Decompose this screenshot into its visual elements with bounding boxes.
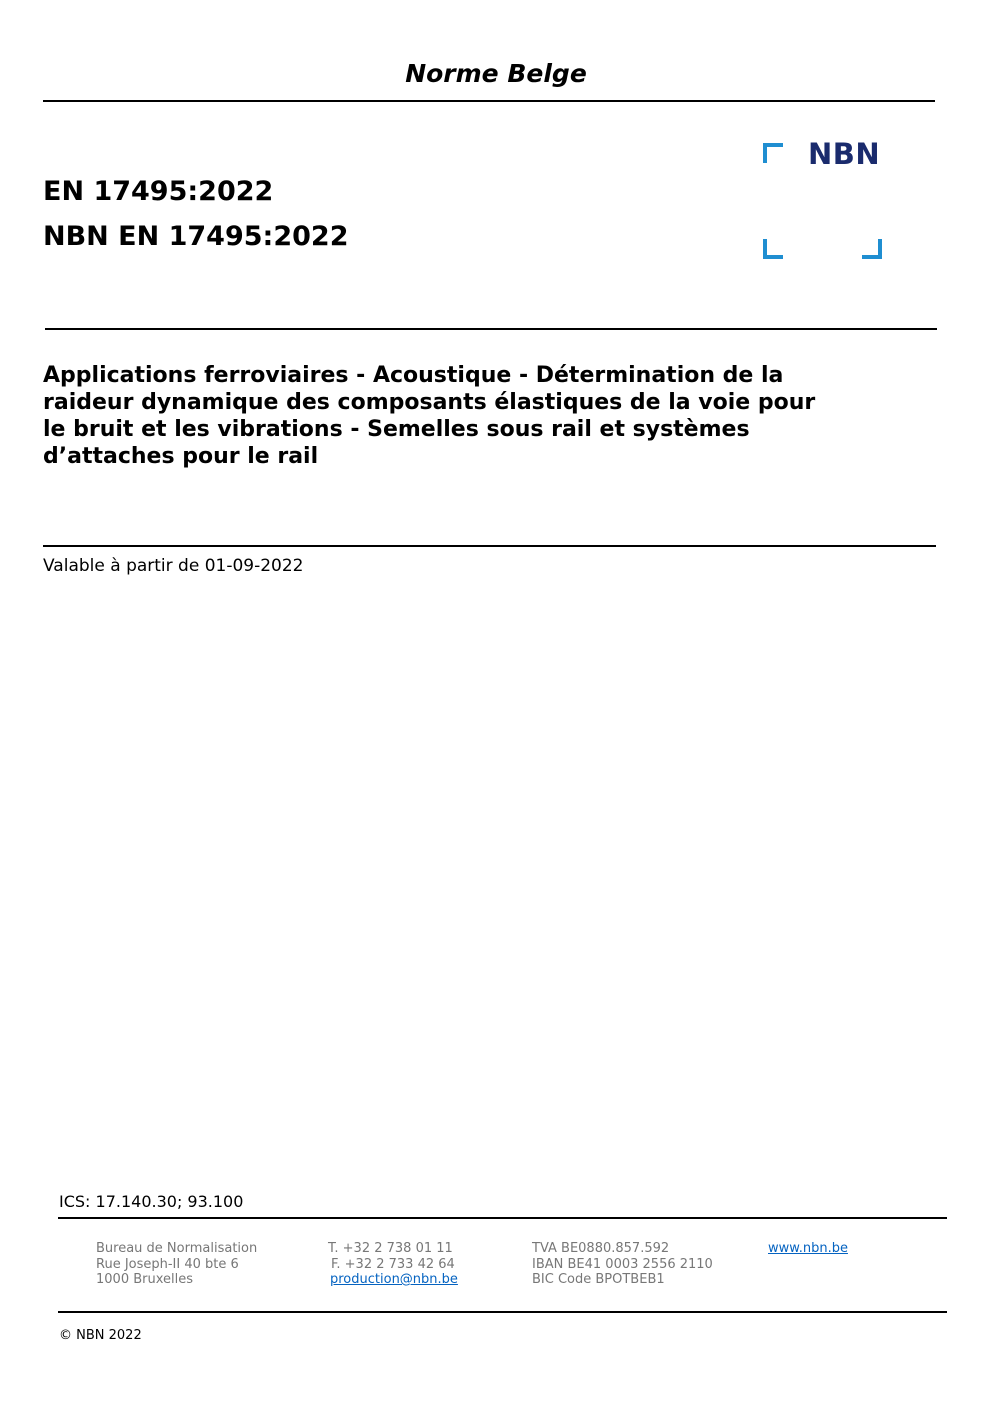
phone-number: T. +32 2 738 01 11 bbox=[328, 1241, 453, 1256]
page-header-title: Norme Belge bbox=[405, 59, 587, 88]
bic-code: BIC Code BPOTBEB1 bbox=[532, 1272, 665, 1287]
email-link[interactable]: production@nbn.be bbox=[330, 1272, 458, 1287]
fax-number: F. +32 2 733 42 64 bbox=[331, 1256, 455, 1272]
footer-contact bbox=[328, 1241, 458, 1288]
website-link[interactable]: www.nbn.be bbox=[768, 1241, 848, 1256]
logo-bracket-top-left bbox=[763, 143, 783, 163]
validity-divider bbox=[43, 545, 936, 547]
footer-banking bbox=[532, 1241, 713, 1288]
title-top-divider bbox=[45, 328, 937, 330]
footer-bottom-divider bbox=[58, 1311, 947, 1313]
validity-date: Valable à partir de 01-09-2022 bbox=[43, 556, 304, 576]
address-line: Bureau de Normalisation bbox=[96, 1241, 258, 1256]
logo-bracket-bottom-right bbox=[862, 239, 882, 259]
logo-text: NBN bbox=[808, 137, 881, 171]
document-title-line: Applications ferroviaires - Acoustique - Détermination de la bbox=[43, 363, 784, 388]
document-title-line: d’attaches pour le rail bbox=[43, 444, 319, 469]
logo-bracket-bottom-left bbox=[763, 239, 783, 259]
footer-address bbox=[96, 1241, 257, 1288]
footer-top-divider bbox=[58, 1217, 947, 1219]
document-title bbox=[43, 362, 903, 470]
address-line: Rue Joseph-II 40 bte 6 bbox=[96, 1256, 239, 1272]
footer-website bbox=[768, 1241, 848, 1257]
address-line: 1000 Bruxelles bbox=[96, 1272, 194, 1287]
ics-classification: ICS: 17.140.30; 93.100 bbox=[59, 1192, 244, 1211]
copyright-notice: © NBN 2022 bbox=[59, 1328, 142, 1343]
iban-number: IBAN BE41 0003 2556 2110 bbox=[532, 1256, 713, 1272]
document-title-line: raideur dynamique des composants élastiques de la voie pour bbox=[43, 390, 816, 415]
nbn-standard-code: NBN EN 17495:2022 bbox=[43, 221, 349, 252]
vat-number: TVA BE0880.857.592 bbox=[532, 1241, 670, 1256]
en-standard-code: EN 17495:2022 bbox=[43, 176, 274, 207]
document-title-line: le bruit et les vibrations - Semelles sous rail et systèmes bbox=[43, 417, 750, 442]
header-divider bbox=[43, 100, 935, 102]
